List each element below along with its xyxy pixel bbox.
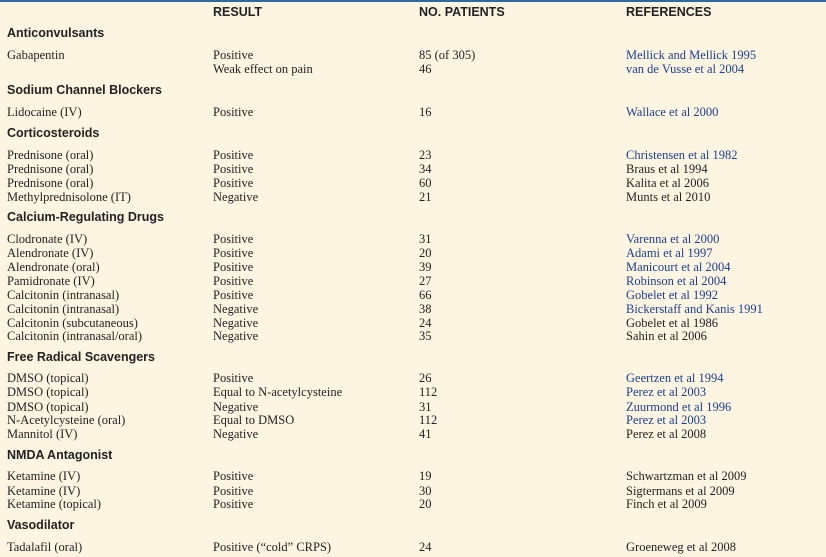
result-cell: Equal to N-acetylcysteine bbox=[213, 385, 343, 399]
reference-text: Perez et al 2008 bbox=[626, 427, 707, 441]
reference-link[interactable]: Varenna et al 2000 bbox=[626, 232, 720, 246]
result-cell: Positive bbox=[213, 371, 254, 385]
reference-text: Munts et al 2010 bbox=[626, 190, 711, 204]
patients-cell: 41 bbox=[419, 427, 432, 441]
section-title: Vasodilator bbox=[7, 518, 75, 532]
patients-cell: 20 bbox=[419, 497, 432, 511]
drug-name: DMSO (topical) bbox=[7, 371, 89, 385]
patients-cell: 19 bbox=[419, 469, 432, 483]
result-cell: Positive (“cold” CRPS) bbox=[213, 540, 332, 554]
reference-text: Sahin et al 2006 bbox=[626, 329, 707, 343]
reference-link[interactable]: Christensen et al 1982 bbox=[626, 148, 738, 162]
drug-name: DMSO (topical) bbox=[7, 400, 89, 414]
reference-text: Finch et al 2009 bbox=[626, 497, 707, 511]
reference-link[interactable]: Gobelet et al 1992 bbox=[626, 288, 718, 302]
result-cell: Positive bbox=[213, 274, 254, 288]
drug-name: DMSO (topical) bbox=[7, 385, 89, 399]
patients-cell: 35 bbox=[419, 329, 432, 343]
patients-cell: 21 bbox=[419, 190, 432, 204]
header-result: RESULT bbox=[213, 5, 263, 19]
drug-name: Pamidronate (IV) bbox=[7, 274, 95, 288]
drug-name: Prednisone (oral) bbox=[7, 162, 94, 176]
result-cell: Negative bbox=[213, 400, 259, 414]
reference-link[interactable]: Adami et al 1997 bbox=[626, 246, 713, 260]
reference-text: Braus et al 1994 bbox=[626, 162, 708, 176]
drug-name: Tadalafil (oral) bbox=[7, 540, 83, 554]
result-cell: Positive bbox=[213, 469, 254, 483]
reference-text: Groeneweg et al 2008 bbox=[626, 540, 737, 554]
result-cell: Positive bbox=[213, 232, 254, 246]
patients-cell: 23 bbox=[419, 148, 432, 162]
patients-cell: 31 bbox=[419, 232, 432, 246]
result-cell: Positive bbox=[213, 484, 254, 498]
drug-name: Ketamine (IV) bbox=[7, 469, 81, 483]
reference-link[interactable]: van de Vusse et al 2004 bbox=[626, 62, 745, 76]
top-rule bbox=[0, 0, 826, 2]
result-cell: Positive bbox=[213, 246, 254, 260]
drug-name: Calcitonin (intranasal/oral) bbox=[7, 329, 143, 343]
reference-text: Gobelet et al 1986 bbox=[626, 316, 718, 330]
section-title: Free Radical Scavengers bbox=[7, 350, 155, 364]
reference-link[interactable]: Robinson et al 2004 bbox=[626, 274, 727, 288]
section-title: NMDA Antagonist bbox=[7, 448, 113, 462]
drug-name: Clodronate (IV) bbox=[7, 232, 88, 246]
header-patients: NO. PATIENTS bbox=[419, 5, 505, 19]
reference-link[interactable]: Manicourt et al 2004 bbox=[626, 260, 731, 274]
patients-cell: 16 bbox=[419, 105, 432, 119]
drug-name: Alendronate (IV) bbox=[7, 246, 94, 260]
reference-link[interactable]: Perez et al 2003 bbox=[626, 413, 707, 427]
patients-cell: 85 (of 305) bbox=[419, 48, 476, 62]
patients-cell: 20 bbox=[419, 246, 432, 260]
patients-cell: 112 bbox=[419, 413, 438, 427]
drug-name: Gabapentin bbox=[7, 48, 65, 62]
reference-link[interactable]: Geertzen et al 1994 bbox=[626, 371, 724, 385]
result-cell: Positive bbox=[213, 48, 254, 62]
section-title: Sodium Channel Blockers bbox=[7, 83, 162, 97]
result-cell: Positive bbox=[213, 105, 254, 119]
patients-cell: 31 bbox=[419, 400, 432, 414]
header-references: REFERENCES bbox=[626, 5, 712, 19]
result-cell: Negative bbox=[213, 427, 259, 441]
reference-link[interactable]: Zuurmond et al 1996 bbox=[626, 400, 732, 414]
result-cell: Positive bbox=[213, 497, 254, 511]
result-cell: Equal to DMSO bbox=[213, 413, 295, 427]
patients-cell: 24 bbox=[419, 540, 432, 554]
section-title: Calcium-Regulating Drugs bbox=[7, 210, 164, 224]
result-cell: Positive bbox=[213, 288, 254, 302]
result-cell: Negative bbox=[213, 190, 259, 204]
result-cell: Negative bbox=[213, 329, 259, 343]
section-title: Anticonvulsants bbox=[7, 26, 105, 40]
patients-cell: 24 bbox=[419, 316, 432, 330]
patients-cell: 112 bbox=[419, 385, 438, 399]
result-cell: Positive bbox=[213, 162, 254, 176]
reference-link[interactable]: Mellick and Mellick 1995 bbox=[626, 48, 757, 62]
patients-cell: 34 bbox=[419, 162, 432, 176]
result-cell: Weak effect on pain bbox=[213, 62, 313, 76]
reference-link[interactable]: Wallace et al 2000 bbox=[626, 105, 719, 119]
patients-cell: 30 bbox=[419, 484, 432, 498]
reference-link[interactable]: Bickerstaff and Kanis 1991 bbox=[626, 302, 763, 316]
drug-name: Calcitonin (subcutaneous) bbox=[7, 316, 138, 330]
result-cell: Positive bbox=[213, 148, 254, 162]
section-title: Corticosteroids bbox=[7, 126, 100, 140]
patients-cell: 39 bbox=[419, 260, 432, 274]
drug-name: Mannitol (IV) bbox=[7, 427, 78, 441]
reference-text: Sigtermans et al 2009 bbox=[626, 484, 735, 498]
patients-cell: 26 bbox=[419, 371, 432, 385]
result-cell: Negative bbox=[213, 302, 259, 316]
patients-cell: 38 bbox=[419, 302, 432, 316]
reference-text: Schwartzman et al 2009 bbox=[626, 469, 747, 483]
drug-name: Calcitonin (intranasal) bbox=[7, 302, 120, 316]
drug-name: Lidocaine (IV) bbox=[7, 105, 82, 119]
drug-name: Alendronate (oral) bbox=[7, 260, 100, 274]
result-cell: Positive bbox=[213, 260, 254, 274]
drug-name: Methylprednisolone (IT) bbox=[7, 190, 131, 204]
drug-name: Ketamine (topical) bbox=[7, 497, 102, 511]
patients-cell: 46 bbox=[419, 62, 432, 76]
drug-name: Ketamine (IV) bbox=[7, 484, 81, 498]
drug-name: N-Acetylcysteine (oral) bbox=[7, 413, 126, 427]
drug-name: Prednisone (oral) bbox=[7, 176, 94, 190]
patients-cell: 60 bbox=[419, 176, 432, 190]
drug-name: Calcitonin (intranasal) bbox=[7, 288, 120, 302]
result-cell: Negative bbox=[213, 316, 259, 330]
patients-cell: 66 bbox=[419, 288, 432, 302]
drug-name: Prednisone (oral) bbox=[7, 148, 94, 162]
result-cell: Positive bbox=[213, 176, 254, 190]
patients-cell: 27 bbox=[419, 274, 432, 288]
reference-link[interactable]: Perez et al 2003 bbox=[626, 385, 707, 399]
reference-text: Kalita et al 2006 bbox=[626, 176, 709, 190]
